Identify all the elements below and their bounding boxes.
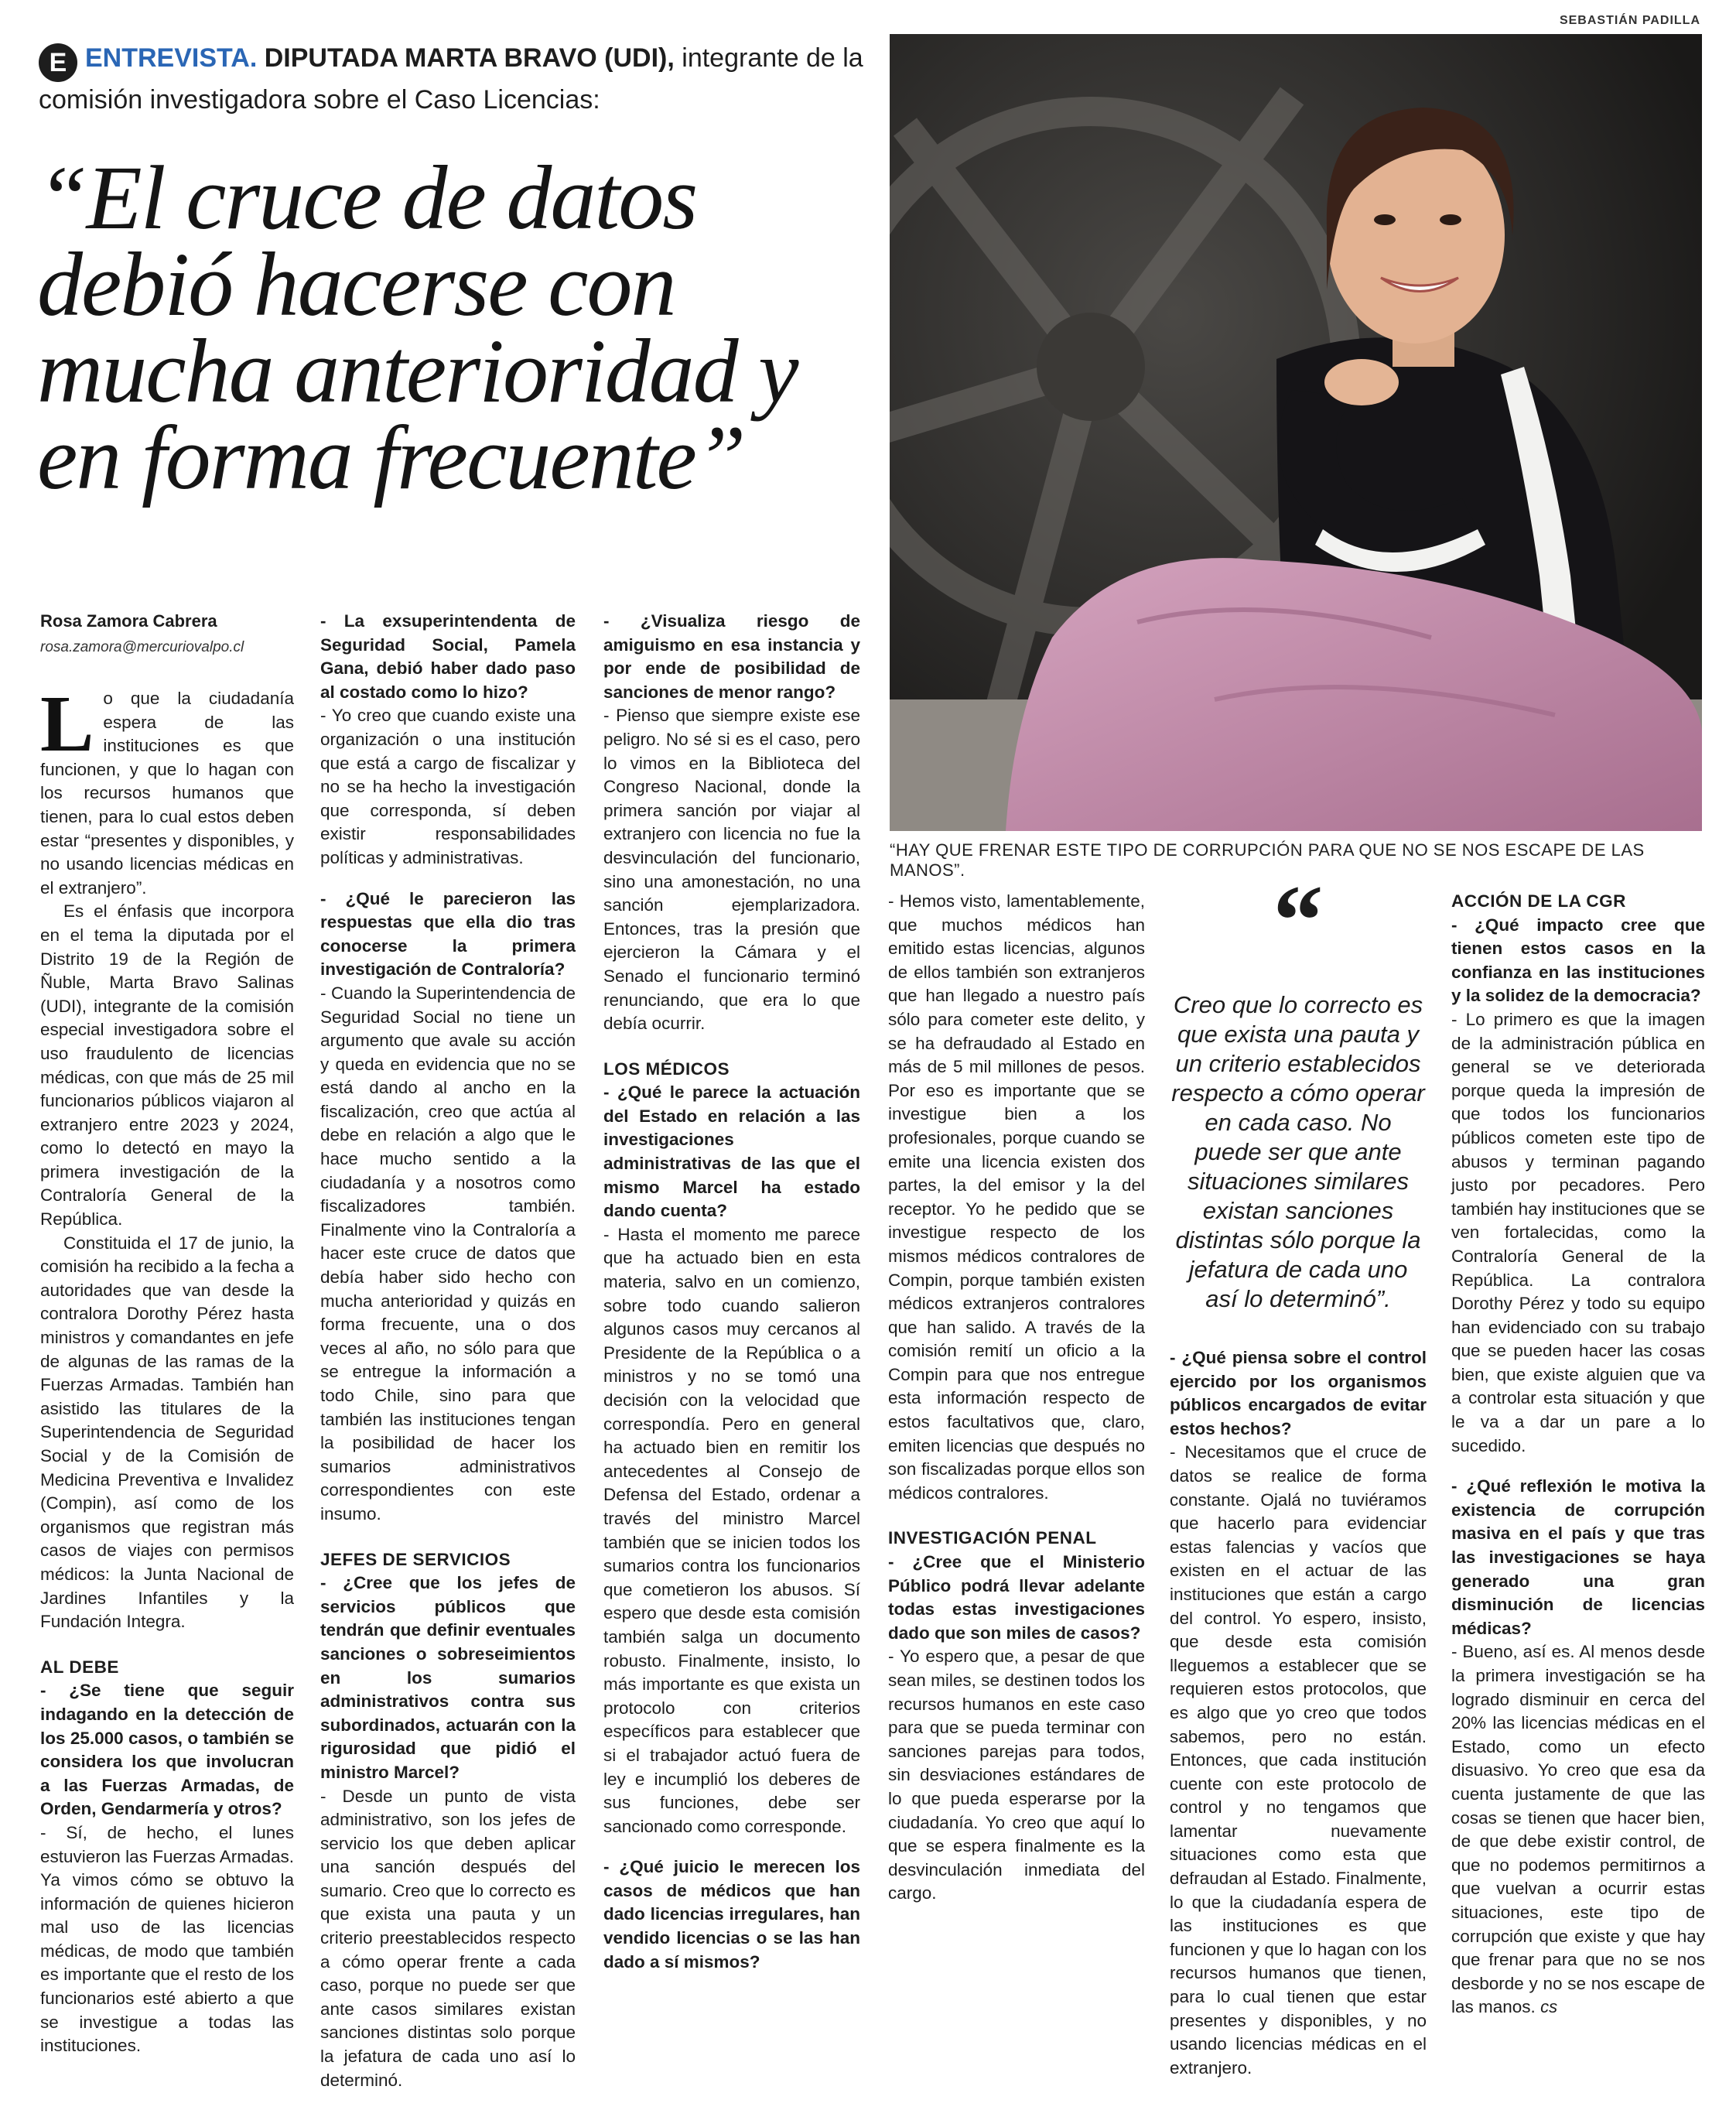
section-heading: ACCIÓN DE LA CGR xyxy=(1451,891,1626,911)
pull-quote-text: Creo que lo correcto es que exista una pauta y un criterio establecidos respecto a cómo operar en cada caso. No puede ser que ante situaciones similares existan sanciones distintas sólo porque la jefatura de cada uno así lo determinó”. xyxy=(1171,991,1425,1312)
kicker-rest: integrante de la comisión investigadora sobre el Caso Licencias: xyxy=(39,43,863,115)
section-heading: AL DEBE xyxy=(40,1657,119,1677)
interview-question: - ¿Visualiza riesgo de amiguismo en esa instancia y por ende de posibilidad de sanciones de menor rango? xyxy=(603,611,860,702)
pull-quote xyxy=(1170,865,1427,1314)
interview-answer: - Yo espero que, a pesar de que sean miles, se destinen todos los recursos humanos en este caso para que se pueda terminar con sanciones parejas para todos, sin desviaciones estándares de lo que pueda esperarse por la ciudadanía. Yo creo que aquí lo que se espera finalmente es la desvinculación inmediata del cargo. xyxy=(888,1647,1145,1903)
interview-question: - ¿Qué reflexión le motiva la existencia de corrupción masiva en el país y que tras las investigaciones se haya generado una gran disminución de licencias médicas? xyxy=(1451,1476,1705,1638)
interview-question: - ¿Qué le parecieron las respuestas que ella dio tras conocerse la primera investigación de Contraloría? xyxy=(320,888,576,980)
interview-answer: - Cuando la Superintendencia de Seguridad Social no tiene un argumento que avale su acción y queda en evidencia que no se está dando al ancho en la fiscalización, creo que actúa al debe en relación a algo que le hace mucho sentido a la ciudadanía y a nosotros como fiscalizadores también. Finalmente vino la Contraloría a hacer este cruce de datos que debía haber sido hecho con mucha anterioridad y quizás en forma frecuente, una o dos veces al año, no sólo para que se entregue la información a todo Chile, sino para que también las instituciones tengan la posibilidad de hacer los sumarios administrativos correspondientes con este insumo. xyxy=(320,983,576,1524)
headline: “El cruce de datos debió hacerse con mucha anterioridad y en forma frecuente” xyxy=(37,147,798,508)
interview-answer: - Hemos visto, lamentablemente, que muchos médicos han emitido estas licencias, algunos de ellos también son extranjeros que han llegado a nuestro país sólo para cometer este delito, y se ha defraudado al Estado en más de 5 mil millones de pesos. Por eso es importante que se investigue bien a los profesionales, porque cuando se emite una licencia existen dos partes, la del emisor y la del receptor. Yo he pedido que se investigue respecto de los mismos médicos contralores de Compin, porque también existen médicos extranjeros contralores que han salido. A través de la comisión remití un oficio a la Compin para que nos entregue esta información respecto de estos facultativos que, claro, emiten licencias que después no son fiscalizadas porque ellos son médicos contralores. xyxy=(888,891,1145,1503)
author-name: Rosa Zamora Cabrera xyxy=(40,611,217,631)
interview-photo xyxy=(890,34,1702,831)
interview-answer: - Lo primero es que la imagen de la administración pública en general se ve deteriorada porque queda la impresión de que todos los funcionarios públicos cometen este tipo de abusos y terminan pagando justo por pecadores. Pero también hay instituciones que se ven fortalecidas, como la Contraloría General de la República. La contralora Dorothy Pérez y todo su equipo han evidenciado con su trabajo que se pueden hacer las cosas bien, que existe alguien que va a controlar esta situación y que le va a dar un pare a lo sucedido. xyxy=(1451,1009,1705,1455)
section-heading: JEFES DE SERVICIOS xyxy=(320,1549,511,1569)
interview-answer: - Necesitamos que el cruce de datos se realice de forma constante. Ojalá no tuviéramos que hacerlo para evidenciar estas falencias y vacíos que existen en el actuar de las instituciones que están a cargo del control. Yo espero, insisto, que desde esta comisión lleguemos a establecer que se requieren estos protocolos, que es algo que yo creo que todos sabemos, pero no están. Entonces, que cada institución cuente con este protocolo de control y no tengamos que lamentar nuevamente situaciones como esta que defraudan al Estado. Finalmente, lo que la ciudadanía espera de las instituciones es que funcionen y que lo hagan con los recursos humanos que tienen, para lo cual tienen que estar presentes y disponibles, y no usando licencias médicas en el extranjero. xyxy=(1170,1442,1427,2078)
interview-question: - ¿Cree que el Ministerio Público podrá llevar adelante todas estas investigaciones dado que son miles de casos? xyxy=(888,1552,1145,1643)
interview-question: - ¿Se tiene que seguir indagando en la detección de los 25.000 casos, o también se considera los que involucran a las Fuerzas Armadas, de Orden, Gendarmería y otros? xyxy=(40,1681,294,1819)
article-kicker xyxy=(39,40,866,118)
article-column-5 xyxy=(1170,1346,1427,2080)
section-heading: INVESTIGACIÓN PENAL xyxy=(888,1528,1097,1548)
interview-answer: - Bueno, así es. Al menos desde la primera investigación se ha logrado disminuir en cerca del 20% las licencias médicas en el Estado, como un efecto disuasivo. Yo creo que esa da cuenta justamente de que las cosas se tienen que hacer bien, de que debe existir control, de que no podemos permitirnos a que vuelvan a ocurrir estas situaciones, este tipo de corrupción que existe y que hay que frenar para que no se nos desborde y no se nos escape de las manos. cs xyxy=(1451,1642,1705,2017)
body-paragraph: Constituida el 17 de junio, la comisión ha recibido a la fecha a autoridades que van desde la contralora Dorothy Pérez hasta ministros y comandantes en jefe de algunas de las ramas de la Fuerzas Armadas. También han asistido las titulares de la Superintendencia de Seguridad Social y de la Comisión de Medicina Preventiva e Invalidez (Compin), así como de los organismos que registran más casos de viajes con permisos médicos: la Junta Nacional de Jardines Infantiles y la Fundación Integra. xyxy=(40,1233,294,1632)
interview-answer: - Desde un punto de vista administrativo, son los jefes de servicio los que deben aplicar una sanción después del sumario. Creo que lo correcto es que exista una pauta y un criterio preestablecidos respecto a cómo operar frente a cada caso, porque no puede ser que ante casos similares existan sanciones distintas solo porque la jefatura de cada uno así lo determinó. xyxy=(320,1786,576,2090)
interview-answer: - Hasta el momento me parece que ha actuado bien en esta materia, salvo en un comienzo, sobre todo cuando salieron algunos casos muy cercanos al Presidente de la República o a ministros y no se tomó una decisión con la velocidad que correspondía. Pero en general ha actuado bien en remitir los antecedentes al Consejo de Defensa del Estado, ordenar a través del ministro Marcel también que se inicien todos los sumarios contra los funcionarios que cometieron los abusos. Sí espero que desde esta comisión también salga un documento robusto. Finalmente, insisto, lo más importante es que exista un protocolo con criterios específicos para establecer que si el trabajador actuó fuera de ley e incumplió los deberes de sus funciones, debe ser sancionado como corresponde. xyxy=(603,1224,860,1836)
kicker-name: DIPUTADA MARTA BRAVO (UDI), xyxy=(264,43,675,73)
article-column-2 xyxy=(320,610,576,2092)
drop-cap: L xyxy=(40,679,94,768)
article-column-4 xyxy=(888,890,1145,1906)
article-column-3 xyxy=(603,610,860,1974)
end-mark-icon: cs xyxy=(1540,1997,1558,2017)
interview-answer: - Yo creo que cuando existe una organización o una institución que está a cargo de fiscalizar y no se ha hecho la investigación que corresponda, sí deben existir responsabilidades políticas y administrativas. xyxy=(320,706,576,867)
kicker-tag: ENTREVISTA. xyxy=(85,43,258,73)
byline xyxy=(40,611,288,656)
body-paragraph: Es el énfasis que incorpora en el tema la diputada por el Distrito 19 de la Región de Ñuble, Marta Bravo Salinas (UDI), integrante de la comisión especial investigadora sobre el uso fraudulento de licencias médicas, con que más de 25 mil funcionarios públicos viajaron al extranjero entre 2023 y 2024, como lo detectó en mayo la primera investigación de la Contraloría General de la República. xyxy=(40,901,294,1230)
author-email: rosa.zamora@mercuriovalpo.cl xyxy=(40,639,244,655)
quote-mark-icon: “ xyxy=(1273,865,1324,976)
interview-answer: - Sí, de hecho, el lunes estuvieron las Fuerzas Armadas. Ya vimos cómo se obtuvo la información de quienes hicieron mal uso de las licencias médicas, de modo que también es importante que el resto de los funcionarios esté abierto a que se investigue a todas las instituciones. xyxy=(40,1822,294,2056)
photo-credit: SEBASTIÁN PADILLA xyxy=(1559,14,1700,27)
interview-answer: - Pienso que siempre existe ese peligro. No sé si es el caso, pero lo vimos en la Biblioteca del Congreso Nacional, donde la primera sanción por viajar al extranjero con licencia no fue la desvinculación del funcionario, sino una amonestación, no una sanción ejemplarizadora. Entonces, tras la presión que ejercieron la Cámara y el Senado el funcionario terminó renunciando, que era lo que debía ocurrir. xyxy=(603,706,860,1034)
interview-question: - ¿Qué le parece la actuación del Estado en relación a las investigaciones administrativas de las que el mismo Marcel ha estado dando cuenta? xyxy=(603,1082,860,1221)
section-heading: LOS MÉDICOS xyxy=(603,1058,730,1079)
photo-caption: “HAY QUE FRENAR ESTE TIPO DE CORRUPCIÓN PARA QUE NO SE NOS ESCAPE DE LAS MANOS”. xyxy=(890,840,1645,880)
interview-question: - La exsuperintendenta de Seguridad Social, Pamela Gana, debió haber dado paso al costado como lo hizo? xyxy=(320,611,576,702)
article-column-6 xyxy=(1451,890,1705,2020)
article-column-1 xyxy=(40,679,294,2058)
section-badge: E xyxy=(39,43,77,82)
interview-question: - ¿Qué impacto cree que tienen estos casos en la confianza en las instituciones y la solidez de la democracia? xyxy=(1451,915,1705,1006)
lead-paragraph: Lo que la ciudadanía espera de las instituciones es que funcionen, y que lo hagan con los recursos humanos que tienen, para lo cual estos deben estar “presentes y disponibles, y no usando licencias médicas en el extranjero”. xyxy=(40,679,294,898)
interview-question: - ¿Cree que los jefes de servicios públicos que tendrán que definir eventuales sanciones o sobreseimientos en los sumarios administrativos contra sus subordinados, actuarán con la rigurosidad que pidió el ministro Marcel? xyxy=(320,1573,576,1782)
interview-question: - ¿Qué juicio le merecen los casos de médicos que han dado licencias irregulares, han vendido licencias o se las han dado a sí mismos? xyxy=(603,1857,860,1972)
interview-question: - ¿Qué piensa sobre el control ejercido por los organismos públicos encargados de evitar estos hechos? xyxy=(1170,1348,1427,1438)
photo-illustration xyxy=(890,34,1702,831)
